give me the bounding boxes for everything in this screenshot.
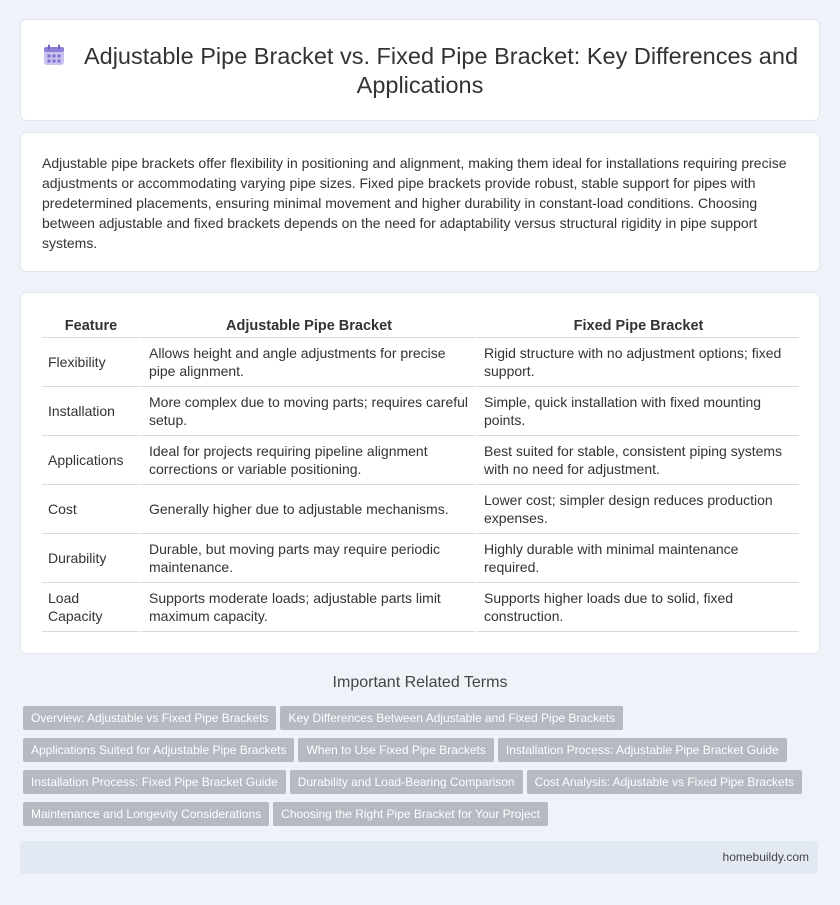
adjustable-cell: Ideal for projects requiring pipeline alignment corrections or variable positioning.: [140, 436, 475, 485]
footer: [20, 841, 818, 874]
table-row: [42, 534, 799, 583]
related-terms-list: [23, 706, 819, 834]
related-term-link[interactable]: Choosing the Right Pipe Bracket for Your Project: [273, 802, 548, 826]
table-row: [42, 583, 799, 632]
related-term-link[interactable]: Installation Process: Adjustable Pipe Bracket Guide: [498, 738, 787, 762]
table-row: [42, 485, 799, 534]
comparison-table: [42, 315, 799, 632]
related-term-link[interactable]: Cost Analysis: Adjustable vs Fixed Pipe Brackets: [527, 770, 802, 794]
related-term-link[interactable]: When to Use Fixed Pipe Brackets: [298, 738, 493, 762]
fixed-cell: Lower cost; simpler design reduces production expenses.: [475, 485, 799, 534]
adjustable-cell: Allows height and angle adjustments for precise pipe alignment.: [140, 338, 475, 387]
adjustable-cell: Generally higher due to adjustable mechanisms.: [140, 485, 475, 534]
header-fixed: Fixed Pipe Bracket: [475, 315, 799, 338]
feature-cell: Flexibility: [42, 338, 140, 387]
related-term-link[interactable]: Key Differences Between Adjustable and Fixed Pipe Brackets: [280, 706, 623, 730]
table-row: [42, 436, 799, 485]
table-row: [42, 338, 799, 387]
table-row: [42, 387, 799, 436]
related-terms-heading: Important Related Terms: [332, 674, 508, 691]
fixed-cell: Highly durable with minimal maintenance required.: [475, 534, 799, 583]
header-feature: Feature: [42, 315, 140, 338]
calendar-icon: [42, 43, 66, 67]
intro-paragraph: Adjustable pipe brackets offer flexibility in positioning and alignment, making them ideal for installations requiring precise adjustments or accommodating varying pipe sizes. Fixed pipe brackets provide robust, stable support for pipes with predetermined placements, ensuring minimal movement and higher durability in constant-load conditions. Choosing between adjustable and fixed brackets depends on the need for adaptability versus structural rigidity in pipe support systems.: [42, 155, 787, 251]
feature-cell: Cost: [42, 485, 140, 534]
title-card: [20, 19, 820, 121]
feature-cell: Installation: [42, 387, 140, 436]
feature-cell: Applications: [42, 436, 140, 485]
adjustable-cell: More complex due to moving parts; requires careful setup.: [140, 387, 475, 436]
fixed-cell: Rigid structure with no adjustment options; fixed support.: [475, 338, 799, 387]
related-term-link[interactable]: Installation Process: Fixed Pipe Bracket Guide: [23, 770, 286, 794]
footer-site-link[interactable]: homebuildy.com: [722, 850, 809, 864]
related-term-link[interactable]: Overview: Adjustable vs Fixed Pipe Brackets: [23, 706, 276, 730]
fixed-cell: Supports higher loads due to solid, fixed construction.: [475, 583, 799, 632]
related-term-link[interactable]: Maintenance and Longevity Considerations: [23, 802, 269, 826]
header-adjustable: Adjustable Pipe Bracket: [140, 315, 475, 338]
page-title: Adjustable Pipe Bracket vs. Fixed Pipe Bracket: Key Differences and Applications: [83, 43, 799, 98]
intro-card: [20, 132, 820, 272]
feature-cell: Load Capacity: [42, 583, 140, 632]
related-term-link[interactable]: Applications Suited for Adjustable Pipe Brackets: [23, 738, 294, 762]
adjustable-cell: Durable, but moving parts may require periodic maintenance.: [140, 534, 475, 583]
comparison-table-card: [20, 292, 820, 654]
page-title-row: [21, 42, 819, 100]
feature-cell: Durability: [42, 534, 140, 583]
related-term-link[interactable]: Durability and Load-Bearing Comparison: [290, 770, 523, 794]
fixed-cell: Best suited for stable, consistent piping systems with no need for adjustment.: [475, 436, 799, 485]
adjustable-cell: Supports moderate loads; adjustable parts limit maximum capacity.: [140, 583, 475, 632]
table-header-row: [42, 315, 799, 338]
fixed-cell: Simple, quick installation with fixed mounting points.: [475, 387, 799, 436]
